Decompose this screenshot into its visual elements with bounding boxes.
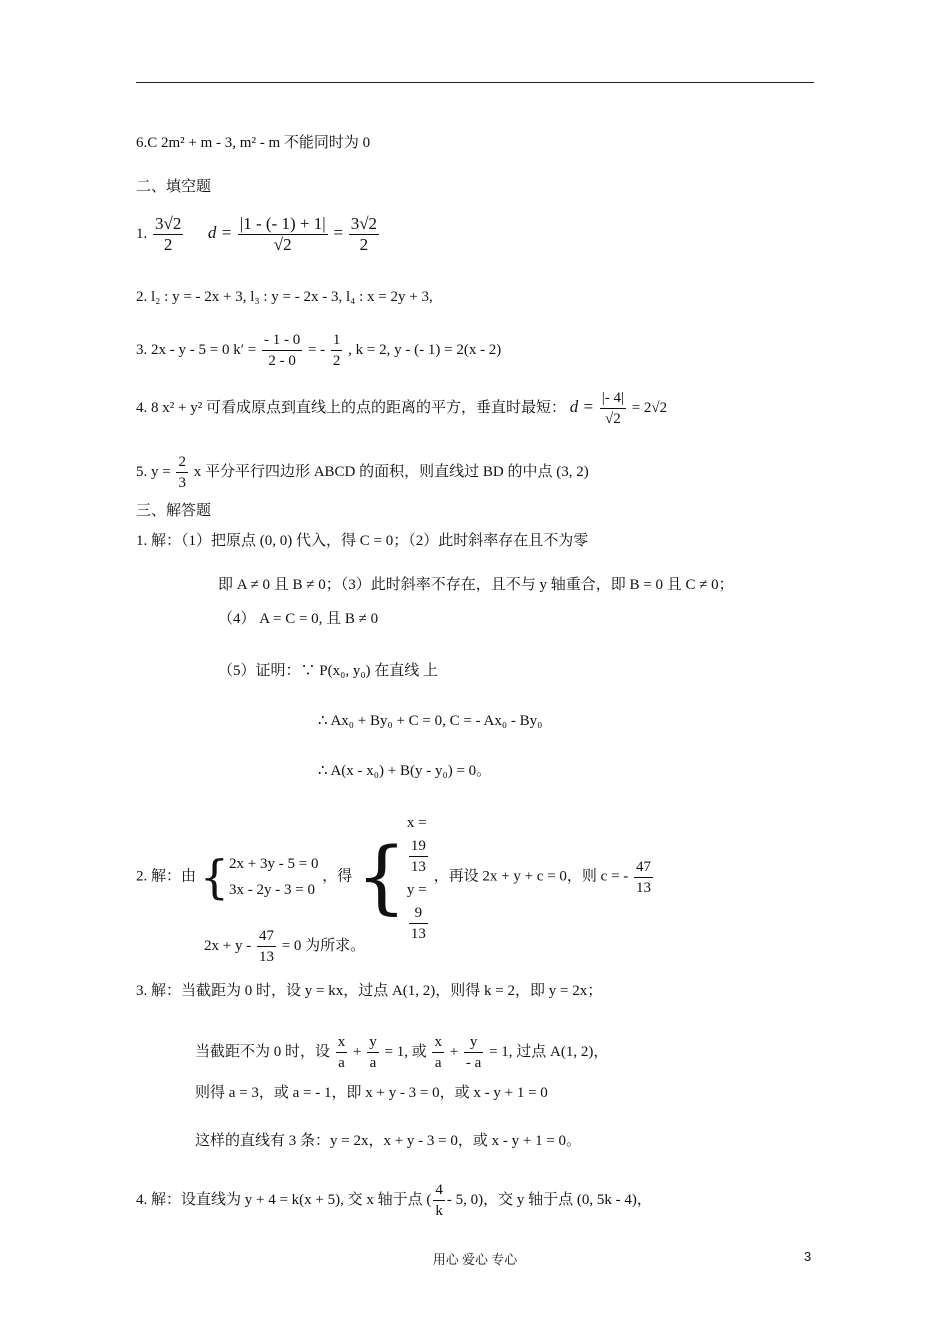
fraction: $\frac{- 1 - 0}{2 - 0}$ (263, 332, 301, 369)
fill-4 (136, 388, 667, 429)
solution-1-line-1: 1. 解：（1）把原点 (0, 0) 代入，得 C = 0；（2）此时斜率存在且不为零 (136, 533, 589, 549)
text: , k = 2, y - (- 1) = 2(x - 2) (348, 341, 502, 358)
page-footer: 用心 爱心 专心 (432, 1252, 518, 1267)
solution-2-line-2 (204, 926, 365, 967)
fraction: $\frac{3√2}{2}$ (155, 214, 182, 254)
text: 2. 解：由 (136, 868, 197, 885)
text: 5. y = (136, 463, 171, 480)
fraction: $\frac{|1 - (- 1) + 1|}{√2}$ (239, 214, 326, 254)
fraction: $\frac{1}{2}$ (332, 332, 341, 369)
brace: { (355, 830, 407, 923)
text: = - (307, 341, 326, 358)
text: - 5, 0)，交 y 轴于点 (0, 5k - 4)， (446, 1191, 652, 1208)
text: = 0 为所求。 (281, 937, 366, 954)
solution-1-line-3: （4） A = C = 0, 且 B ≠ 0 (218, 611, 379, 627)
fill-5 (136, 452, 589, 493)
text: = 1, 或 (384, 1043, 427, 1060)
section-heading-solutions: 三、解答题 (136, 503, 212, 519)
fraction: $\frac{2}{3}$ (178, 454, 186, 491)
text: = 2√2 (631, 399, 668, 416)
text: 4. 解：设直线为 y + 4 = k(x + 5), 交 x 轴于点 ( (136, 1191, 432, 1208)
page-number: 3 (804, 1249, 812, 1264)
fraction: $\frac{y}{a}$ (369, 1034, 377, 1071)
equation-system: 2x + 3y - 5 = 0 3x - 2y - 3 = 0 (229, 856, 319, 898)
fraction: $\frac{47}{13}$ (258, 928, 274, 965)
text: = 1, 过点 A(1, 2)， (489, 1043, 609, 1060)
formula-d: d = (207, 222, 233, 242)
solution-3-line-3: 则得 a = 3，或 a = - 1，即 x + y - 3 = 0，或 x - y + 1 = 0 (195, 1085, 548, 1101)
fraction: $\frac{x}{a}$ (337, 1034, 346, 1071)
brace: { (199, 850, 230, 904)
formula-d: d = (569, 396, 594, 416)
text: ，得 (322, 868, 353, 885)
answer-6: 6.C 2m² + m - 3, m² - m 不能同时为 0 (136, 135, 371, 151)
fill-1 (136, 214, 381, 255)
text: 3. 2x - y - 5 = 0 k′ = (136, 341, 257, 358)
fraction: $\frac{4}{k}$ (435, 1182, 443, 1219)
header-rule (136, 82, 814, 83)
fraction: $\frac{47}{13}$ (636, 858, 652, 896)
fraction: $\frac{|- 4|}{√2}$ (601, 390, 624, 427)
solution-1-line-6: ∴ A(x - x₀) + B(y - y₀) = 0。 (318, 763, 492, 779)
solution-3-line-4: 这样的直线有 3 条：y = 2x，x + y - 3 = 0，或 x - y + 1 = 0。 (195, 1133, 582, 1149)
solution-4-line-1 (136, 1180, 652, 1221)
solution-system: x = 19 13 y = 9 13 (406, 815, 427, 942)
equals: = (333, 222, 343, 242)
text: + (353, 1043, 362, 1060)
item-number: 1. (136, 225, 148, 242)
section-heading-fill-in: 二、填空题 (136, 179, 212, 195)
solution-1-line-2: 即 A ≠ 0 且 B ≠ 0；（3）此时斜率不存在，且不与 y 轴重合，即 B = 0 且 C ≠ 0； (218, 577, 734, 593)
fill-3 (136, 330, 501, 371)
fraction: $\frac{y}{- a}$ (465, 1034, 482, 1071)
solution-1-line-5: ∴ Ax₀ + By₀ + C = 0, C = - Ax₀ - By₀ (318, 713, 543, 729)
fraction: $\frac{x}{a}$ (434, 1034, 442, 1071)
solution-1-line-4: （5）证明：∵ P(x₀, y₀) 在直线 上 (218, 663, 439, 679)
fraction: $\frac{3√2}{2}$ (350, 214, 378, 254)
solution-2-line-1 (136, 810, 655, 942)
solution-3-line-1: 3. 解：当截距为 0 时，设 y = kx，过点 A(1, 2)，则得 k = 2，即 y = 2x； (136, 983, 603, 999)
text: ，再设 2x + y + c = 0，则 c = - (433, 868, 629, 885)
text: 2x + y - (204, 937, 252, 954)
text: 当截距不为 0 时，设 (195, 1043, 331, 1060)
text: x 平分平行四边形 ABCD 的面积，则直线过 BD 的中点 (3, 2) (193, 463, 589, 480)
text: 4. 8 x² + y² 可看成原点到直线上的点的距离的平方，垂直时最短： (136, 399, 566, 416)
text: + (449, 1043, 459, 1060)
solution-3-line-2 (195, 1032, 608, 1073)
fill-2: 2. l₂ : y = - 2x + 3, l₃ : y = - 2x - 3, l₄ : x = 2y + 3, (136, 289, 433, 305)
